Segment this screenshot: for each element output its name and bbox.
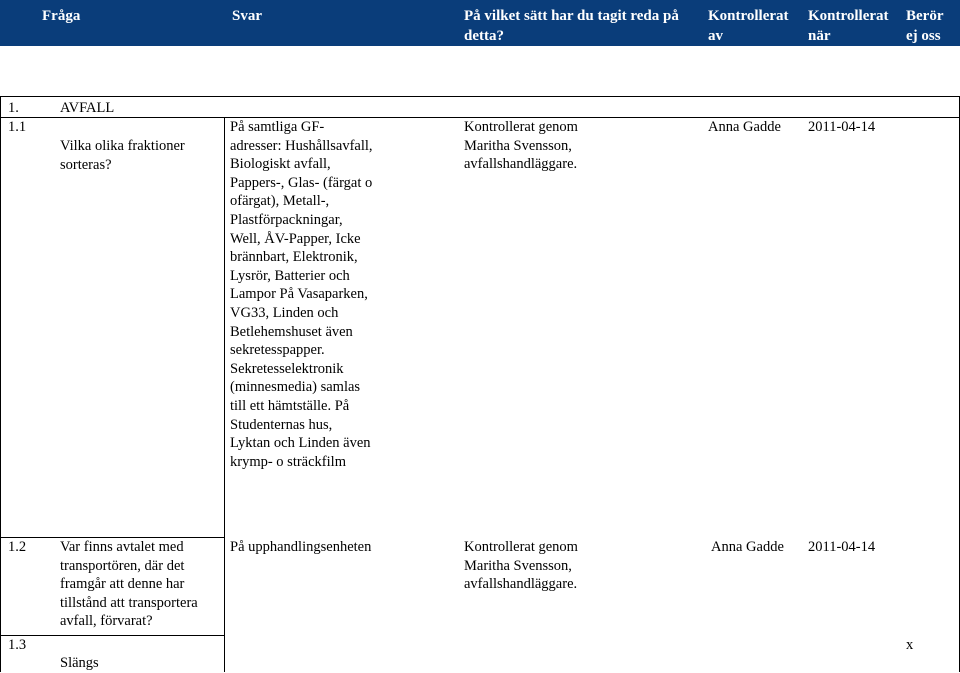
table-header [0, 0, 960, 46]
column-divider [224, 117, 225, 672]
row-checked-by: Anna Gadde [708, 119, 781, 135]
row-question: Vilka olika fraktioner sorteras? [60, 138, 185, 173]
row-id: 1.1 [8, 119, 27, 135]
row-id: 1.2 [8, 539, 27, 555]
row-question: Slängs [60, 655, 99, 671]
row-border-2 [0, 635, 224, 636]
header-not-applicable: Berör ej oss [906, 8, 944, 44]
row-method: Kontrollerat genom Maritha Svensson, avfallshandläggare. [464, 539, 578, 593]
row-checked-when: 2011-04-14 [808, 119, 876, 135]
table-left-border [0, 96, 1, 672]
section-number: 1. [8, 100, 19, 116]
row-checked-when: 2011-04-14 [808, 539, 876, 555]
row-not-applicable: x [906, 637, 914, 653]
header-fraga: Fråga [42, 8, 81, 24]
header-checked-when: Kontrollerat när [808, 8, 889, 44]
row-question: Var finns avtalet med transportören, där det framgår att denne har tillstånd att transportera avfall, förvarat? [60, 539, 198, 630]
header-method: På vilket sätt har du tagit reda på detta? [464, 8, 679, 44]
section-title: AVFALL [60, 100, 115, 116]
row-method: Kontrollerat genom Maritha Svensson, avfallshandläggare. [464, 119, 578, 173]
table-top-border [0, 96, 960, 97]
row-answer: På upphandlingsenheten [230, 539, 372, 555]
row-answer: På samtliga GF-adresser: Hushållsavfall, Biologiskt avfall, Pappers-, Glas- (färgat o ofärgat), Metall-, Plastförpackningar, Well, ÅV-Papper, Icke brännbart, Elektronik, Lysrör, Batterier och Lampor På Vasaparken, VG33, Linden och Betlehemshuset även sekretesspapper. Sekretesselektronik (minnesmedia) samlas till ett hämtställe. På Studenternas hus, Lyktan och Linden även krymp- o sträckfilm [230, 119, 373, 470]
header-checked-by: Kontrollerat av [708, 8, 789, 44]
row-id: 1.3 [8, 637, 27, 653]
header-svar: Svar [232, 8, 262, 24]
row-checked-by: Anna Gadde [711, 539, 784, 555]
